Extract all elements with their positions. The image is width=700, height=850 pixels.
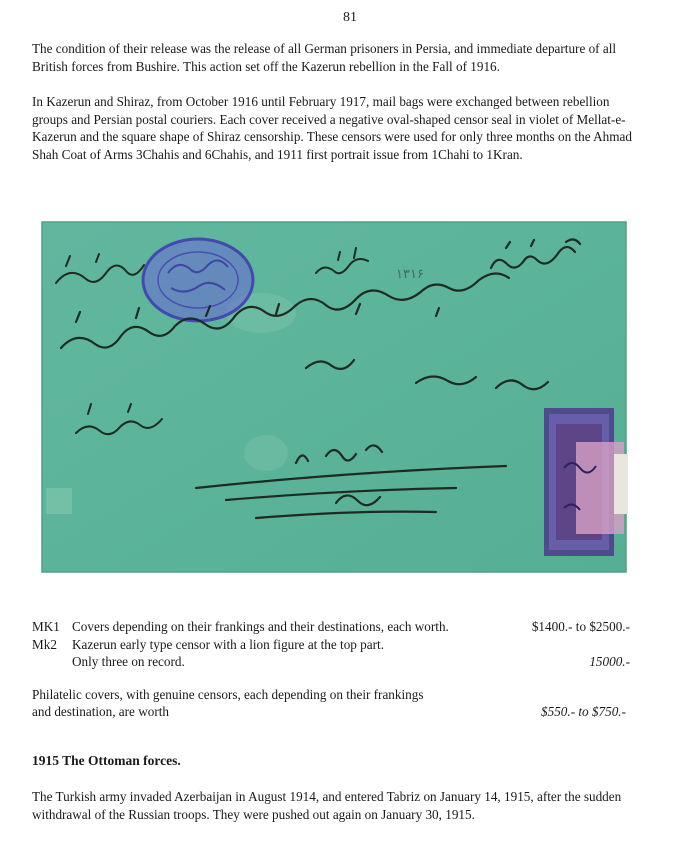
oval-censor-seal [143,239,253,321]
philatelic-price: $550.- to $750.- [541,704,626,719]
listing-price: 15000.- [589,654,630,669]
paragraph-ottoman-forces: The Turkish army invaded Azerbaijan in August 1914, and entered Tabriz on January 14, 1915, after the sudden withdrawal of the Russian troops. They were pushed out again on January 30, 1915. [32,789,622,822]
page-number: 81 [343,10,357,25]
cover-numeral: ۱۳۱۶ [396,267,424,282]
postal-cover-image [36,218,628,576]
listing-mk1 [32,618,642,635]
listing-price: $1400.- to $2500.- [531,619,630,634]
listing-code: MK1 [32,619,60,634]
philatelic-covers-listing [32,686,642,720]
philatelic-text-line-2: and destination, are worth [32,704,169,719]
section-heading: 1915 The Ottoman forces. [32,753,181,768]
listing-code: Mk2 [32,637,57,652]
listing-description: Covers depending on their frankings and their destinations, each worth. [72,619,449,634]
paragraph-release-condition: The condition of their release was the release of all German prisoners in Persia, and immediate departure of all British forces from Bushire. This action set off the Kazerun rebellion in the Fall of 1916. [32,41,617,74]
listing-description-cont: Only three on record. [72,654,185,669]
philatelic-text-line-1: Philatelic covers, with genuine censors, each depending on their frankings [32,687,424,702]
listing-description: Kazerun early type censor with a lion figure at the top part. [72,637,384,652]
listing-mk2 [32,636,642,670]
paragraph-kazerun-censors: In Kazerun and Shiraz, from October 1916 until February 1917, mail bags were exchanged between rebellion groups and Persian postal couriers. Each cover received a negative oval-shaped censor seal in violet of Mellat-e-Kazerun and the square shape of Shiraz censorship. These censors were used for only three months on the Ahmad Shah Coat of Arms 3Chahis and 6Chahis, and 1911 first portrait issue from 1Chahi to 1Kran. [32,94,632,162]
